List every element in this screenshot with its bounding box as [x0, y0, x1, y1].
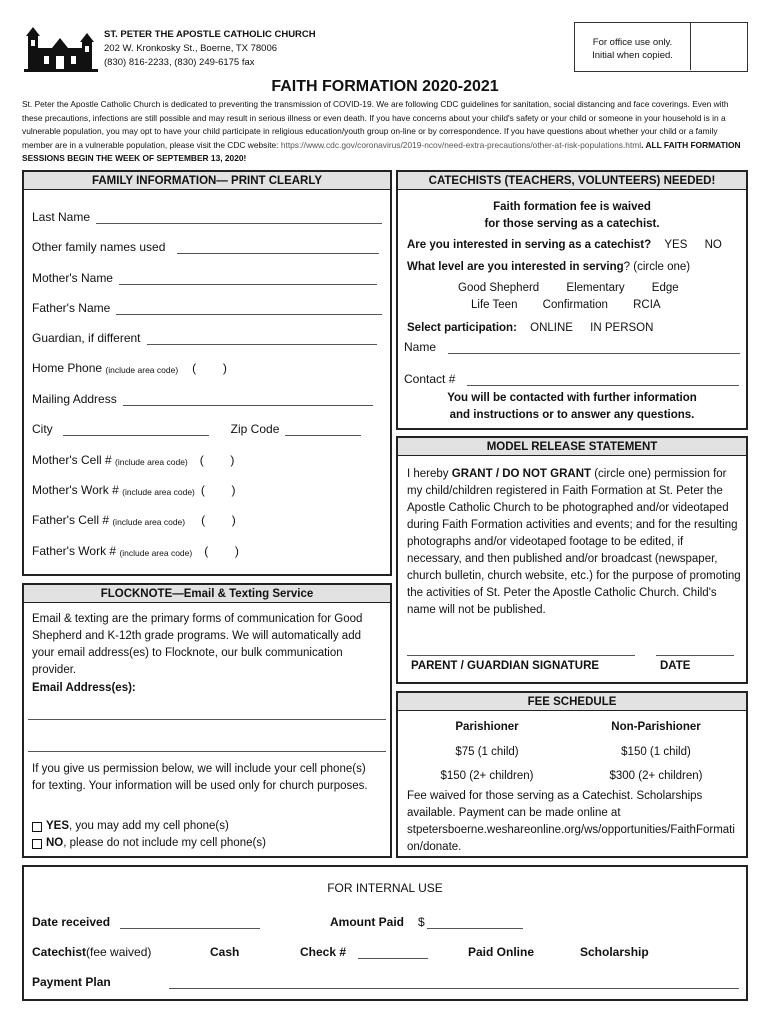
texting-permission: If you give us permission below, we will include your cell phone(s) for texting. Your information will be used only for church purposes. [32, 763, 368, 792]
model-release-section [396, 436, 748, 684]
check-label: Check # [300, 945, 347, 959]
q-level: What level are you interested in serving [407, 261, 624, 273]
mother-work-field[interactable]: ( ) [200, 483, 236, 497]
contact-label: Contact # [404, 372, 456, 386]
participation-in-person[interactable]: IN PERSON [590, 322, 654, 334]
last-name-label: Last Name [32, 210, 91, 224]
fee-heading: FEE SCHEDULE [398, 693, 746, 711]
cdc-link[interactable]: https://www.cdc.gov/coronavirus/2019-ncov/need-extra-precautions/other-at-risk-populations.html [280, 139, 642, 150]
father-name-field[interactable] [116, 301, 382, 315]
father-work-field[interactable]: ( ) [204, 544, 239, 558]
church-address: 202 W. Kronkosky St., Boerne, TX 78006 [104, 43, 278, 54]
father-cell-label: Father's Cell # [32, 513, 109, 527]
catechist-name-label: Name [404, 340, 437, 354]
home-phone-label: Home Phone [32, 361, 103, 375]
church-building-icon [22, 26, 100, 72]
area-code-hint: (include area code) [105, 365, 179, 375]
signature-label: PARENT / GUARDIAN SIGNATURE [411, 660, 600, 672]
mother-name-label: Mother's Name [32, 271, 113, 285]
office-use-box [574, 22, 748, 72]
guardian-label: Guardian, if different [32, 331, 141, 345]
initial-box[interactable] [690, 23, 747, 70]
catechists-section [396, 170, 748, 430]
answer-no[interactable]: NO [704, 239, 722, 251]
yes-checkbox[interactable] [32, 822, 42, 832]
signature-field[interactable] [407, 655, 635, 656]
no-label: NO [46, 837, 64, 849]
level-edge[interactable]: Edge [651, 282, 679, 294]
mother-cell-field[interactable]: ( ) [199, 453, 235, 467]
mother-name-field[interactable] [119, 271, 377, 285]
contact-field[interactable] [467, 372, 739, 386]
city-label: City [32, 422, 53, 436]
fee-note: Fee waived for those serving as a Catechist. Scholarships available. Payment can be made online at stpetersboerne.weshareonline.org/ws/opportunities/FaithFormation/donate. [407, 790, 735, 853]
q-interested: Are you interested in serving as a catechist? [407, 239, 652, 251]
email-field-1[interactable] [28, 719, 386, 720]
mother-cell-label: Mother's Cell # [32, 453, 112, 467]
fee-non-2: $300 (2+ children) [609, 770, 703, 782]
father-name-label: Father's Name [32, 301, 111, 315]
model-release-heading: MODEL RELEASE STATEMENT [398, 438, 746, 456]
church-phones: (830) 816-2233, (830) 249-6175 fax [104, 57, 255, 68]
select-participation: Select participation: [407, 322, 517, 334]
fee-waived-line1: Faith formation fee is waived [493, 201, 651, 213]
mother-work-label: Mother's Work # [32, 483, 119, 497]
fee-parishioner-1: $75 (1 child) [455, 746, 519, 758]
payment-plan-field[interactable] [169, 975, 739, 989]
zip-label: Zip Code [230, 422, 280, 436]
mailing-field[interactable] [123, 392, 373, 406]
guardian-field[interactable] [147, 331, 377, 345]
family-info-section: FAMILY INFORMATION— PRINT CLEARLY Last Name Other family names used Mother's Name Father's Name Guardian, if different Home Phone (include area code) ( ) Mailing Address City Zip Code Mother's Cell # (include area code) ( ) Mother's Work # (include area code) ( ) Father's Cell # (include area code) ( ) Father's Work # (include area code) ( ) [22, 170, 392, 576]
level-elementary[interactable]: Elementary [566, 282, 625, 294]
date-received-label: Date received [32, 915, 111, 929]
intro-bold: . ALL FAITH FORMATION SESSIONS BEGIN THE WEEK OF SEPTEMBER 13, 2020! [22, 139, 741, 164]
flocknote-paragraph: Email & texting are the primary forms of communication for Good Shepherd and K-12th grade programs. We will automatically add your email address(es) to Flocknote, our bulk communication provider. [32, 613, 363, 676]
flocknote-heading: FLOCKNOTE—Email & Texting Service [24, 585, 390, 603]
contact-note-1: You will be contacted with further information [447, 392, 697, 404]
amount-paid-label: Amount Paid [330, 915, 404, 929]
city-field[interactable] [63, 422, 209, 436]
date-label: DATE [660, 660, 691, 672]
date-received-field[interactable] [120, 915, 260, 929]
no-text: , please do not include my cell phone(s) [63, 837, 266, 849]
flocknote-section [22, 583, 392, 858]
other-names-label: Other family names used [32, 240, 166, 254]
internal-heading: FOR INTERNAL USE [327, 881, 443, 895]
level-lifeteen[interactable]: Life Teen [471, 299, 518, 311]
yes-text: , you may add my cell phone(s) [69, 820, 229, 832]
mailing-label: Mailing Address [32, 392, 117, 406]
office-use-line1: For office use only. [592, 37, 673, 48]
internal-use-section [22, 865, 748, 1001]
level-confirmation[interactable]: Confirmation [542, 299, 608, 311]
catechist-name-field[interactable] [448, 340, 740, 354]
cash-label[interactable]: Cash [210, 945, 240, 959]
answer-yes[interactable]: YES [664, 239, 688, 251]
other-names-field[interactable] [177, 240, 379, 254]
church-name: ST. PETER THE APOSTLE CATHOLIC CHURCH [104, 29, 316, 40]
fee-parishioner-2: $150 (2+ children) [440, 770, 534, 782]
email-label: Email Address(es): [32, 682, 136, 694]
fee-schedule-section [396, 691, 748, 858]
home-phone-field[interactable]: ( ) [192, 361, 227, 375]
payment-plan-label: Payment Plan [32, 975, 111, 989]
scholarship-label[interactable]: Scholarship [580, 945, 649, 959]
amount-paid-field[interactable] [427, 915, 523, 929]
fee-waived-line2: for those serving as a catechist. [484, 218, 660, 230]
father-cell-field[interactable]: ( ) [201, 513, 236, 527]
check-field[interactable] [358, 945, 428, 959]
date-field[interactable] [656, 655, 734, 656]
catechist-label: Catechist [32, 945, 87, 959]
participation-online[interactable]: ONLINE [530, 322, 573, 334]
contact-note-2: and instructions or to answer any questions. [449, 409, 695, 421]
last-name-field[interactable] [96, 210, 382, 224]
no-checkbox[interactable] [32, 839, 42, 849]
grant-choice[interactable]: GRANT / DO NOT GRANT [451, 468, 592, 480]
church-logo [22, 26, 100, 72]
family-heading: FAMILY INFORMATION— PRINT CLEARLY [24, 172, 390, 190]
email-field-2[interactable] [28, 751, 386, 752]
yes-label: YES [46, 820, 70, 832]
office-use-line2: Initial when copied. [592, 50, 673, 61]
zip-field[interactable] [285, 422, 361, 436]
col-non-parishioner: Non-Parishioner [611, 721, 701, 733]
dollar-sign: $ [418, 915, 425, 929]
covid-intro [22, 98, 748, 166]
level-rcia[interactable]: RCIA [633, 299, 661, 311]
fee-waived-label: (fee waived) [86, 945, 152, 959]
father-work-label: Father's Work # [32, 544, 117, 558]
level-good-shepherd[interactable]: Good Shepherd [458, 282, 540, 294]
intro-text: St. Peter the Apostle Catholic Church is dedicated to preventing the transmission of COVID-19. We are following CDC guidelines for sanitation, social distancing and face coverings. Even with these precautions, infections are still possible and may result in serious illness or even death. If you have concerns about your child's safety or your child or someone in your household is in a vulnerable population, you may opt to have your child participate in religious education/youth group on-line or by correspondence. If you have questions about whether your child or a family member are in a vulnerable population, please visit the CDC website: [22, 99, 729, 150]
fee-non-1: $150 (1 child) [621, 746, 691, 758]
page-title: FAITH FORMATION 2020-2021 [271, 78, 499, 95]
model-release-text: I hereby GRANT / DO NOT GRANT (circle one) permission for my child/children registered in Faith Formation at St. Peter the Apostle Catholic Church to be photographed and/or videotaped during Faith Formation activities and events; and for the resulting photographs and/or videotaped footage to be edited, if necessary, and then published and/or broadcast (newspaper, church bulletin, church website, etc.) for the purpose of promoting the activities of St. Peter the Apostle Catholic Church. Child's name will not be published. [407, 468, 741, 616]
catechists-heading: CATECHISTS (TEACHERS, VOLUNTEERS) NEEDED! [398, 172, 746, 190]
col-parishioner: Parishioner [455, 721, 519, 733]
paid-online-label[interactable]: Paid Online [468, 945, 535, 959]
circle-one: ? (circle one) [623, 261, 691, 273]
